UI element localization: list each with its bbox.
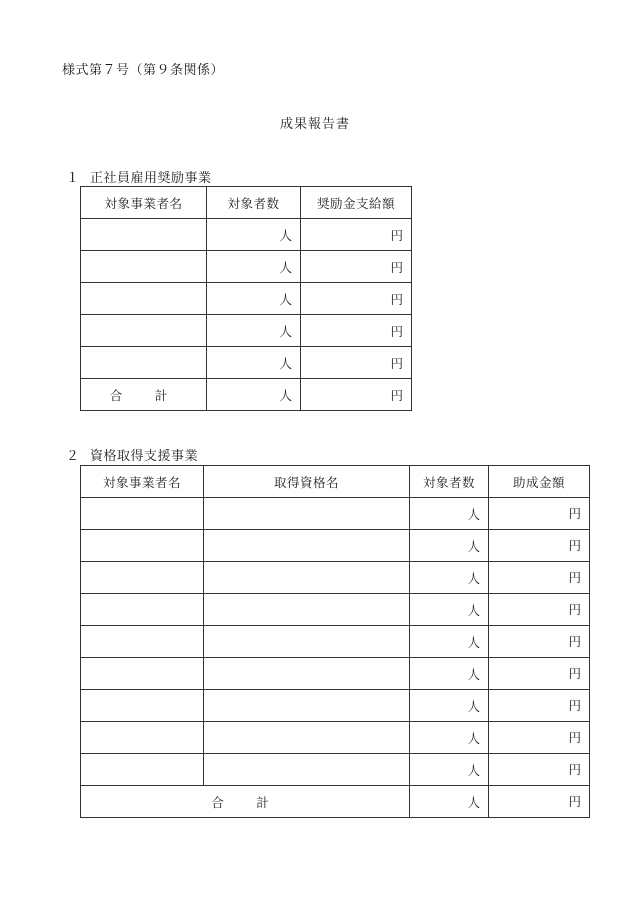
qualification-name-cell[interactable] [204,658,410,690]
column-header-business-name: 対象事業者名 [81,187,207,219]
section1-title: 正社員雇用奨励事業 [90,171,212,186]
table-row [81,722,590,754]
amount-cell[interactable]: 円 [489,754,590,786]
business-name-cell[interactable] [81,219,207,251]
headcount-cell[interactable]: 人 [207,315,301,347]
headcount-cell[interactable]: 人 [410,754,489,786]
table-row [81,530,590,562]
headcount-cell[interactable]: 人 [207,251,301,283]
headcount-cell[interactable]: 人 [410,498,489,530]
section1-heading [66,167,212,186]
headcount-cell[interactable]: 人 [207,283,301,315]
business-name-cell[interactable] [81,754,204,786]
business-name-cell[interactable] [81,562,204,594]
business-name-cell[interactable] [81,530,204,562]
amount-cell[interactable]: 円 [489,562,590,594]
total-amount-cell[interactable]: 円 [489,786,590,818]
headcount-cell[interactable]: 人 [410,626,489,658]
column-header-grant-amount: 助成金額 [489,466,590,498]
amount-cell[interactable]: 円 [489,626,590,658]
qualification-name-cell[interactable] [204,562,410,594]
business-name-cell[interactable] [81,690,204,722]
headcount-cell[interactable]: 人 [410,594,489,626]
qualification-table [80,465,590,818]
total-label: 合 計 [81,379,207,411]
business-name-cell[interactable] [81,315,207,347]
total-label: 合 計 [81,786,410,818]
table-row [81,283,412,315]
business-name-cell[interactable] [81,722,204,754]
table-row [81,658,590,690]
business-name-cell[interactable] [81,594,204,626]
amount-cell[interactable]: 円 [301,315,412,347]
qualification-name-cell[interactable] [204,594,410,626]
business-name-cell[interactable] [81,498,204,530]
business-name-cell[interactable] [81,658,204,690]
table-row [81,219,412,251]
amount-cell[interactable]: 円 [489,530,590,562]
incentive-table [80,186,412,411]
column-header-headcount: 対象者数 [410,466,489,498]
table-row [81,626,590,658]
total-headcount-cell[interactable]: 人 [410,786,489,818]
amount-cell[interactable]: 円 [489,658,590,690]
table-row [81,347,412,379]
total-row [81,786,590,818]
amount-cell[interactable]: 円 [301,219,412,251]
column-header-incentive-amount: 奨励金支給額 [301,187,412,219]
table-row [81,690,590,722]
amount-cell[interactable]: 円 [301,251,412,283]
qualification-name-cell[interactable] [204,690,410,722]
table-header-row [81,187,412,219]
business-name-cell[interactable] [81,347,207,379]
column-header-business-name: 対象事業者名 [81,466,204,498]
table-row [81,754,590,786]
qualification-name-cell[interactable] [204,626,410,658]
table-row [81,498,590,530]
amount-cell[interactable]: 円 [301,347,412,379]
table-row [81,251,412,283]
section2-number: ２ [66,449,80,464]
qualification-name-cell[interactable] [204,498,410,530]
business-name-cell[interactable] [81,626,204,658]
section1-number: １ [66,171,80,186]
amount-cell[interactable]: 円 [301,283,412,315]
amount-cell[interactable]: 円 [489,690,590,722]
headcount-cell[interactable]: 人 [207,347,301,379]
form-label: 様式第７号（第９条関係） [62,63,225,78]
headcount-cell[interactable]: 人 [410,722,489,754]
headcount-cell[interactable]: 人 [410,658,489,690]
headcount-cell[interactable]: 人 [410,530,489,562]
table-row [81,315,412,347]
amount-cell[interactable]: 円 [489,498,590,530]
qualification-name-cell[interactable] [204,722,410,754]
total-row [81,379,412,411]
total-amount-cell[interactable]: 円 [301,379,412,411]
business-name-cell[interactable] [81,283,207,315]
business-name-cell[interactable] [81,251,207,283]
table-row [81,562,590,594]
headcount-cell[interactable]: 人 [410,562,489,594]
column-header-qualification-name: 取得資格名 [204,466,410,498]
headcount-cell[interactable]: 人 [410,690,489,722]
table-header-row [81,466,590,498]
section2-heading [66,445,198,464]
total-headcount-cell[interactable]: 人 [207,379,301,411]
headcount-cell[interactable]: 人 [207,219,301,251]
table-row [81,594,590,626]
qualification-name-cell[interactable] [204,530,410,562]
document-title: 成果報告書 [279,117,350,132]
column-header-headcount: 対象者数 [207,187,301,219]
section2-title: 資格取得支援事業 [90,449,199,464]
amount-cell[interactable]: 円 [489,594,590,626]
qualification-name-cell[interactable] [204,754,410,786]
amount-cell[interactable]: 円 [489,722,590,754]
